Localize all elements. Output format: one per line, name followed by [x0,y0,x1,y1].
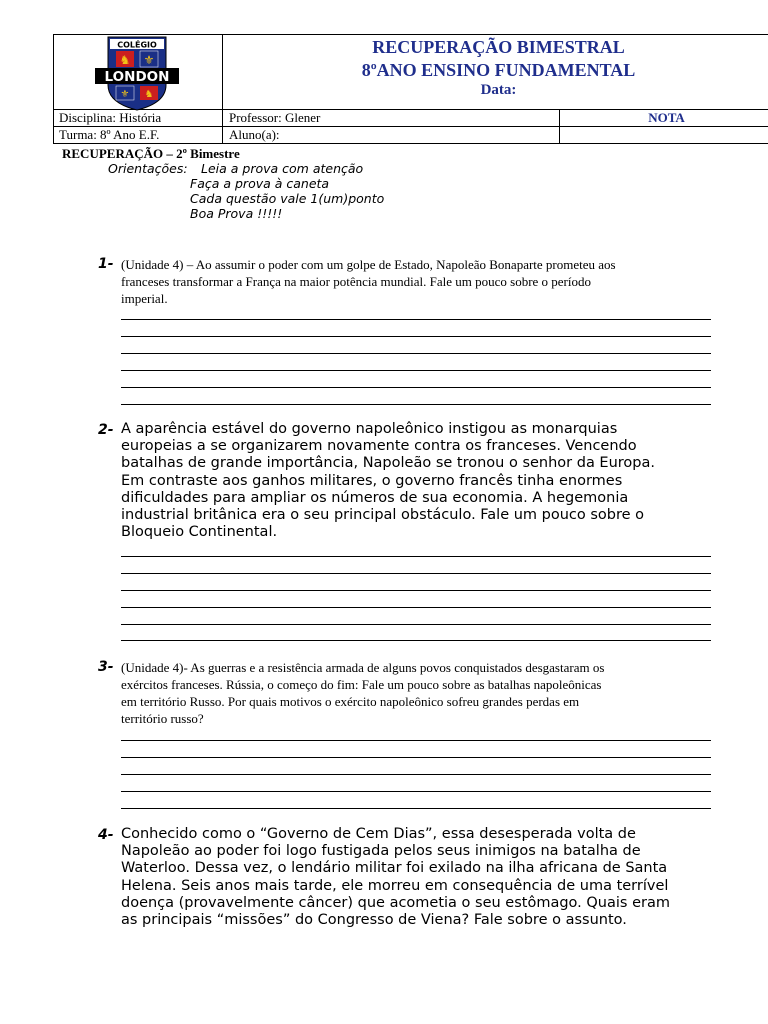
answer-line[interactable] [121,791,711,792]
question-line: território russo? [121,711,204,726]
question-line: industrial britânica era o seu principal obstáculo. Fale um pouco sobre o [121,507,645,524]
answer-line[interactable] [121,336,711,337]
answer-line[interactable] [121,808,711,809]
question-line: franceses transformar a França na maior potência mundial. Fale um pouco sobre o período [121,274,591,289]
answer-line[interactable] [121,757,711,758]
answer-line[interactable] [121,607,711,608]
answer-line[interactable] [121,556,711,557]
question-4-text [121,826,716,929]
question-number: 2- [98,422,114,438]
question-line: Conhecido como o “Governo de Cem Dias”, essa desesperada volta de [121,826,636,842]
question-line: dificuldades para ampliar os números de sua economia. A hegemonia [121,489,629,506]
question-line: Bloqueio Continental. [121,524,278,541]
discipline-label: Disciplina: História [59,110,162,125]
class-label: Turma: 8º Ano E.F. [59,127,160,142]
question-line: imperial. [121,291,168,306]
section-heading: RECUPERAÇÃO – 2º Bimestre [62,146,240,161]
svg-text:⚜: ⚜ [143,53,155,67]
svg-text:♞: ♞ [144,89,154,100]
professor-label: Professor: Glener [229,110,321,125]
question-line: doença (provavelmente câncer) que acometia o seu estômago. Quais eram [121,894,670,911]
header-table [53,34,768,144]
question-line: europeias a se organizarem novamente contra os franceses. Vencendo [121,438,637,455]
svg-text:⚜: ⚜ [120,89,130,100]
logo-top-text: COLÉGIO [117,40,157,50]
question-line: batalhas de grande importância, Napoleão se tronou o senhor da Europa. [121,455,656,472]
question-line: Em contraste aos ganhos militares, o governo francês tinha enormes [121,472,623,489]
question-line: Helena. Seis anos mais tarde, ele morreu em consequência de uma terrível [121,877,669,894]
question-1-text [121,256,716,307]
svg-text:♞: ♞ [119,53,131,67]
question-number: 4- [98,827,114,843]
orientation-item: Faça a prova à caneta [190,176,330,191]
answer-line[interactable] [121,774,711,775]
question-3-text [121,659,716,727]
title-grade-level: 8ºANO ENSINO FUNDAMENTAL [361,60,636,80]
question-line: exércitos franceses. Rússia, o começo do fim: Fale um pouco sobre as batalhas napoleônicas [121,677,602,692]
orientation-item: Leia a prova com atenção [201,161,364,176]
answer-line[interactable] [121,404,711,405]
question-line: (Unidade 4) – Ao assumir o poder com um golpe de Estado, Napoleão Bonaparte prometeu aos [121,257,616,272]
answer-line[interactable] [121,387,711,388]
question-number: 3- [98,659,114,675]
header-divider-row2 [53,126,768,127]
answer-line[interactable] [121,319,711,320]
grade-label: NOTA [648,110,685,125]
answer-line[interactable] [121,640,711,641]
orientations-label: Orientações: [108,161,188,176]
answer-line[interactable] [121,370,711,371]
question-number: 1- [98,256,114,272]
question-line: em território Russo. Por quais motivos o exército napoleônico sofreu grandes perdas em [121,694,580,709]
answer-line[interactable] [121,624,711,625]
student-label: Aluno(a): [229,127,280,142]
logo-main-text: LONDON [104,69,170,85]
question-line: Napoleão ao poder foi logo fustigada pelos seus inimigos na batalha de [121,843,641,860]
question-2-text [121,421,716,541]
question-line: as principais “missões” do Congresso de Viena? Fale sobre o assunto. [121,912,627,929]
answer-line[interactable] [121,353,711,354]
question-line: A aparência estável do governo napoleônico instigou as monarquias [121,421,618,437]
question-line: Waterloo. Dessa vez, o lendário militar foi exilado na ilha africana de Santa [121,860,668,877]
answer-line[interactable] [121,573,711,574]
title-recuperacao: RECUPERAÇÃO BIMESTRAL [372,37,625,57]
date-label: Data: [480,82,517,98]
question-line: (Unidade 4)- As guerras e a resistência armada de alguns povos conquistados desgastaram os [121,660,605,675]
answer-line[interactable] [121,590,711,591]
orientation-item: Cada questão vale 1(um)ponto [190,191,385,206]
orientation-item: Boa Prova !!!!! [190,206,283,221]
school-crest-icon [94,35,180,111]
answer-line[interactable] [121,740,711,741]
